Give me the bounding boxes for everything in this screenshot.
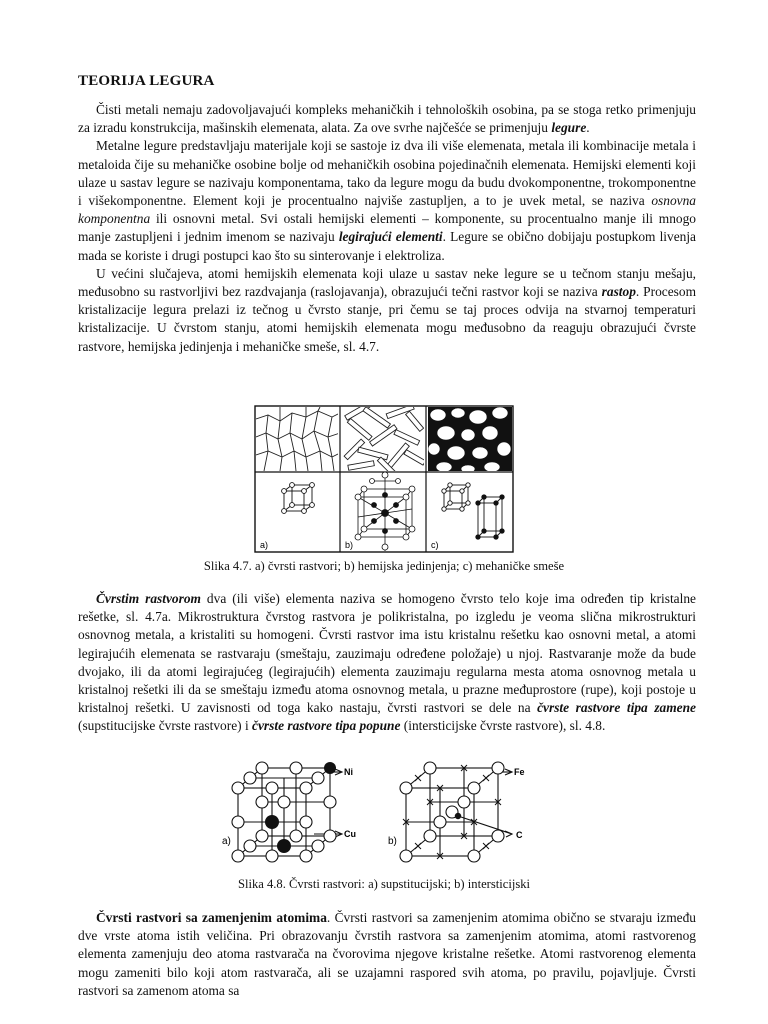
paragraph [78,909,696,1000]
atom-label-fe: Fe [514,767,525,777]
atom-label-c: C [516,830,523,840]
figure-label-b: b) [345,540,354,550]
emphasized-term: čvrste rastvore tipa zamene [537,700,696,716]
mixture-microstructure-c [428,407,512,473]
figure-label-c: c) [431,540,439,550]
cubic-lattice-a [282,483,315,514]
grain-microstructure-a [256,407,340,471]
emphasized-term: rastop [601,284,636,300]
page-title: TEORIJA LEGURA [78,73,215,89]
intro-text [78,101,696,356]
text-run: (supstitucijske čvrste rastvore) i [78,718,253,734]
figure-4-8 [218,758,558,874]
atom-label-ni: Ni [344,767,353,777]
needle-microstructure-b [344,405,425,478]
text-run: . Čvrsti rastvori sa zamenjenim atomima obično se stvaraju između dve vrste atoma istih veličina. Pri obrazovanju čvrstih rastvora sa zamenjenim atomima, atomi rastvorenog elementa zamenjuju deo atoma rastvarača na čvorovima njegove kristalne rešetke. Atomi rastvorenog elementa mogu zameniti bilo koji atom rastvarača, ali se uzajamni raspored svih atoma, po pravilu, pojavljuje. Čvrsti rastvori sa zamenom atoma sa [78,910,697,998]
interstitial-lattice-b [406,768,512,856]
solid-solutions-text [78,590,696,736]
paragraph [78,137,696,264]
emphasized-term: osnovna komponentna [78,193,696,227]
text-run: . Legure se obično dobijaju postupkom livenja mada se koriste i drugi postupci kao što su sinterovanje i elektroliza. [78,229,697,263]
emphasized-term: Čvrsti rastvori sa zamenjenim atomima [96,910,327,925]
mixture-lattices-c [442,483,504,539]
paragraph [78,101,696,137]
atom-label-cu: Cu [344,829,356,839]
figure-label-a: a) [222,836,231,847]
figure-4-7-caption: Slika 4.7. a) čvrsti rastvori; b) hemijska jedinjenja; c) mehaničke smeše [203,559,565,573]
paragraph [78,590,696,736]
figure-label-b: b) [388,836,397,847]
emphasized-term: Čvrstim rastvorom [96,591,201,606]
intermetallic-lattice-b [355,472,415,551]
figure-4-7 [254,405,516,555]
text-run: dva (ili više) elementa naziva se homogeno čvrsto telo koje ima određen tip kristalne rešetke, sl. 4.7a. Mikrostruktura čvrstog rastvora je polikristalna, po izgledu je veoma slična mikrostrukturi osnovnog metala, a kristaliti su homogeni. Čvrsti rastvor ima istu kristalnu rešetku kao osnovni metal, a atomi legirajućih elemenata se rastvaraju (smeštaju, zauzimaju određene položaje) u njoj. Rastvaranje može da bude dvojako, ili da atomi legirajućeg (legirajućih) elementa zauzimaju regularna mesta atoma osnovnog metala u kristalnoj rešetki ili da se smeštaju između atoma osnovnog metala, u prazne međuprostore (rupe), koji postoje u kristalnoj rešetki. U zavisnosti od toga kako nastaju, čvrsti rastvori se dele na [78,591,696,716]
emphasized-term: legirajući elementi [338,229,443,245]
substitution-text [78,909,696,1000]
text-run: U većini slučajeva, atomi hemijskih elemenata koji ulaze u sastav neke legure se u tečnom stanju mešaju, međusobno su rastvorljivi bez razdvajanja (raslojavanja), obrazujući tečni rastvor koji se naziva [78,265,696,300]
emphasized-term: legure [551,120,587,136]
paragraph [78,265,696,356]
text-run: . [586,120,590,136]
text-run: . Procesom kristalizacije legura prelazi iz tečnog u čvrsto stanje, pri čemu se taj proces odvija na stvarnoj temperaturi kristalizacije. U čvrstom stanju, atomi hemijskih elemenata mogu međusobno da reaguju obrazujući čvrste rastvore, hemijska jedinjenja i mehaničke smeše, sl. 4.7. [78,284,696,354]
figure-4-8-caption: Slika 4.8. Čvrsti rastvori: a) supstitucijski; b) intersticijski [237,877,531,891]
text-run: (intersticijske čvrste rastvore), sl. 4.8. [400,718,606,734]
text-run: ili osnovni metal. Svi ostali hemijski elementi – komponente, su procentualno manje ili mnogo manje zastupljeni i jednim imenom se nazivaju [78,211,696,245]
figure-label-a: a) [260,540,269,550]
emphasized-term: čvrste rastvore tipa popune [252,718,401,734]
text-run: Čisti metali nemaju zadovoljavajući kompleks mehaničkih i tehnoloških osobina, pa se stoga retko primenjuju za izradu konstrukcija, mašinskih elemenata, alata. Za ove svrhe najčešće se primenjuju [78,102,696,136]
text-run: Metalne legure predstavljaju materijale koji se sastoje iz dva ili više elemenata, metala ili kombinacije metala i metaloida čije su mehaničke osobine bolje od mehaničkih osobina pojedinačnih elemenata. Hemijski elementi koji ulaze u sastav legure se nazivaju komponentama, tako da legure mogu da budu dvokomponentne, trokomponentne i višekomponentne. Element koji je procentualno najviše zastupljen, a to je uvek metal, se naziva [78,138,696,209]
